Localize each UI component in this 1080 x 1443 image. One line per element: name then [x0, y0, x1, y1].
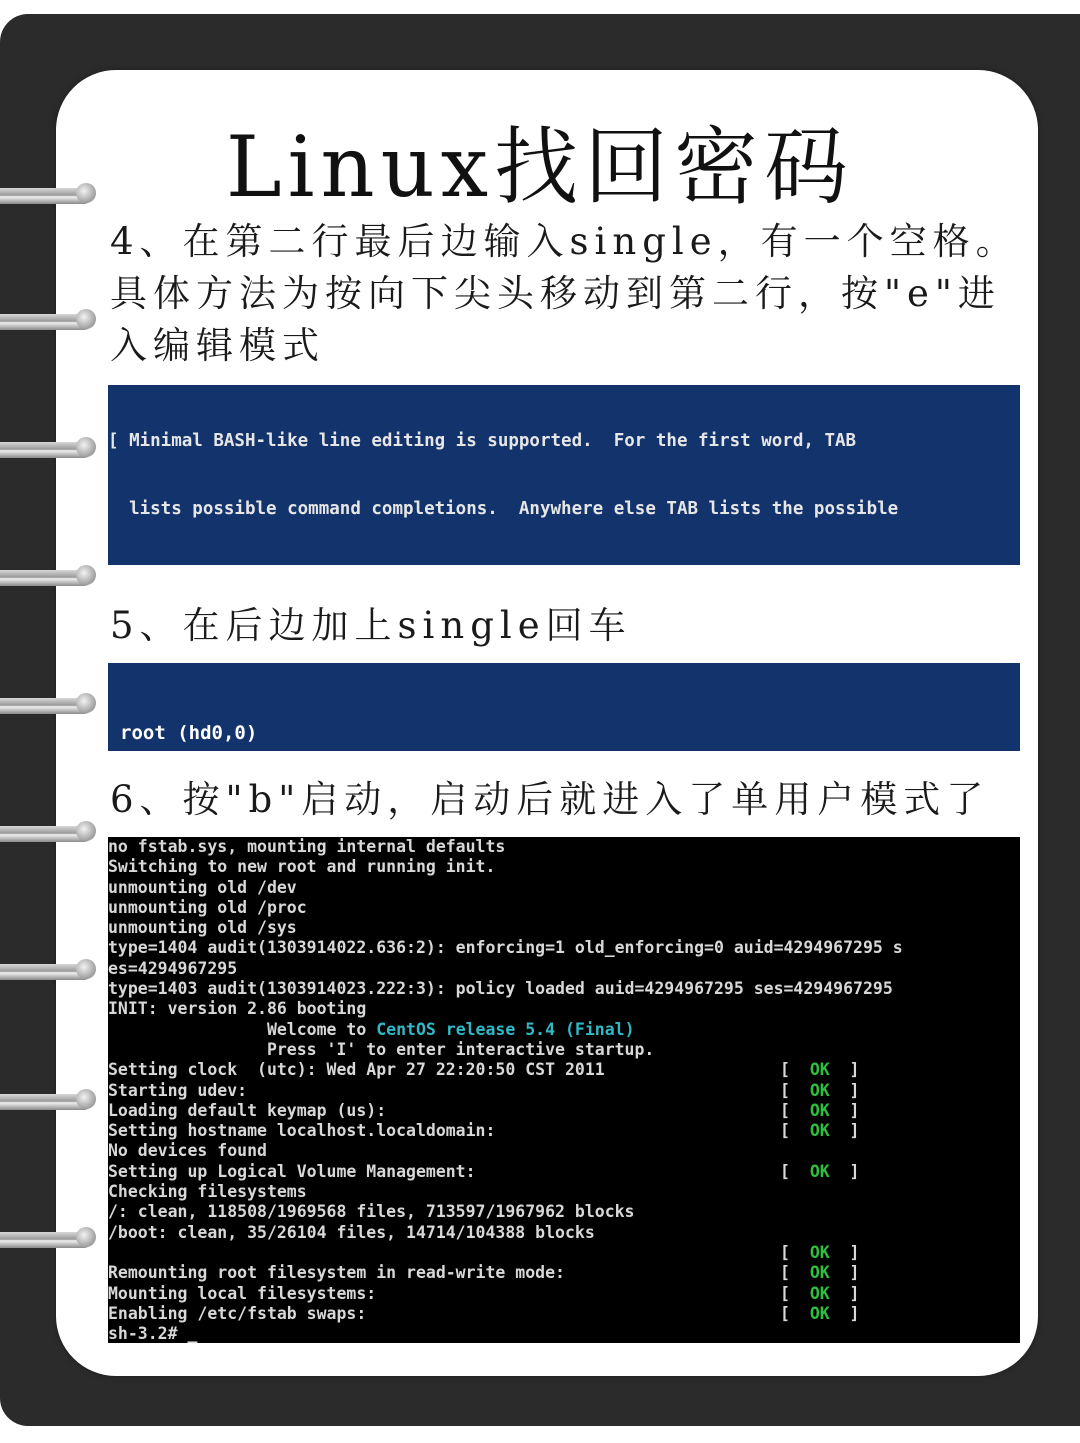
- status-bracket-close: ]: [829, 1303, 860, 1323]
- status-bracket-close: ]: [829, 1060, 860, 1080]
- boot-log-line: [108, 1263, 1020, 1283]
- binder-ring: [0, 826, 92, 842]
- status-ok-text: OK: [809, 1242, 830, 1262]
- status-bracket-open: [: [780, 1283, 810, 1303]
- binder-ring: [0, 570, 92, 586]
- step-4-line-2: 具体方法为按向下尖头移动到第二行，按"e"进: [110, 272, 1001, 315]
- boot-log-line: [108, 1223, 1020, 1243]
- boot-log-line: [108, 1020, 1020, 1040]
- status-ok-text: OK: [809, 1283, 830, 1303]
- step-4-line-1: 4、在第二行最后边输入single，有一个空格。: [110, 220, 1019, 263]
- boot-log-line: [108, 1040, 1020, 1060]
- step-4-text: [110, 216, 1030, 372]
- status-bracket-open: [: [780, 1100, 810, 1120]
- grub-menu-screenshot: [108, 663, 1020, 751]
- status-ok-text: OK: [809, 1100, 830, 1120]
- status-bracket-close: ]: [829, 1100, 860, 1120]
- binder-ring: [0, 1094, 92, 1110]
- page-title: Linux找回密码: [225, 118, 855, 216]
- ok-status-badge: [780, 1121, 860, 1141]
- ok-status-badge: [780, 1304, 860, 1324]
- boot-log-text: unmounting old /proc: [108, 897, 307, 917]
- status-bracket-close: ]: [829, 1161, 860, 1181]
- boot-log-line: [108, 878, 1020, 898]
- boot-log-text: Setting hostname localhost.localdomain:: [108, 1121, 496, 1141]
- step-6-text: 6、按"b"启动，启动后就进入了单用户模式了: [110, 778, 990, 821]
- status-ok-text: OK: [809, 1080, 830, 1100]
- centos-release-text: CentOS release 5.4 (Final): [376, 1019, 635, 1039]
- boot-log-text: Mounting local filesystems:: [108, 1283, 377, 1303]
- ok-status-badge: [780, 1060, 860, 1080]
- status-bracket-open: [: [780, 1161, 810, 1181]
- boot-log-text: No devices found: [108, 1141, 267, 1161]
- boot-log-line: [108, 837, 1020, 857]
- boot-log-text: sh-3.2# _: [108, 1324, 198, 1343]
- boot-log-text: /boot: clean, 35/26104 files, 14714/104388 blocks: [108, 1222, 595, 1242]
- boot-log-text: Remounting root filesystem in read-write mode:: [108, 1263, 565, 1283]
- ok-status-badge: [780, 1243, 860, 1263]
- status-ok-text: OK: [809, 1060, 830, 1080]
- status-bracket-open: [: [780, 1263, 810, 1283]
- terminal-line: lists possible command completions. Anywhere else TAB lists the possible: [108, 498, 899, 519]
- boot-log-text: unmounting old /sys: [108, 918, 297, 938]
- status-bracket-open: [: [780, 1060, 810, 1080]
- status-bracket-close: ]: [829, 1283, 860, 1303]
- ok-status-badge: [780, 1081, 860, 1101]
- status-ok-text: OK: [809, 1161, 830, 1181]
- binder-ring: [0, 698, 92, 714]
- boot-log-line: [108, 1060, 1020, 1080]
- boot-log-line: [108, 1324, 1020, 1343]
- boot-log-text: type=1404 audit(1303914022.636:2): enforcing=1 old_enforcing=0 auid=4294967295 s: [108, 938, 903, 958]
- status-ok-text: OK: [809, 1121, 830, 1141]
- boot-log-text: Loading default keymap (us):: [108, 1100, 387, 1120]
- status-bracket-open: [: [780, 1080, 810, 1100]
- boot-log-text: Press 'I' to enter interactive startup.: [108, 1039, 655, 1059]
- boot-log-line: [108, 857, 1020, 877]
- boot-log-line: [108, 1243, 1020, 1263]
- boot-log-line: [108, 1121, 1020, 1141]
- binder-ring: [0, 1232, 92, 1248]
- boot-log-line: [108, 999, 1020, 1019]
- step-4-line-3: 入编辑模式: [110, 324, 325, 367]
- boot-log-text: Setting clock (utc): Wed Apr 27 22:20:50 CST 2011: [108, 1060, 605, 1080]
- binder-ring: [0, 964, 92, 980]
- ok-status-badge: [780, 1284, 860, 1304]
- ok-status-badge: [780, 1162, 860, 1182]
- boot-log-text: INIT: version 2.86 booting: [108, 999, 367, 1019]
- boot-log-text: Setting up Logical Volume Management:: [108, 1161, 476, 1181]
- boot-log-line: [108, 959, 1020, 979]
- boot-log-line: [108, 898, 1020, 918]
- boot-log-text: no fstab.sys, mounting internal defaults: [108, 837, 506, 856]
- boot-log-text: unmounting old /dev: [108, 877, 297, 897]
- boot-log-screenshot: [108, 837, 1020, 1343]
- boot-log-line: [108, 918, 1020, 938]
- status-bracket-open: [: [780, 1121, 810, 1141]
- status-bracket-close: ]: [829, 1263, 860, 1283]
- boot-log-text: es=4294967295: [108, 958, 238, 978]
- boot-log-line: [108, 1141, 1020, 1161]
- status-bracket-open: [: [780, 1242, 810, 1262]
- binder-ring: [0, 314, 92, 330]
- boot-log-text: Enabling /etc/fstab swaps:: [108, 1303, 367, 1323]
- boot-log-line: [108, 1284, 1020, 1304]
- status-bracket-close: ]: [829, 1242, 860, 1262]
- ok-status-badge: [780, 1263, 860, 1283]
- boot-log-line: [108, 1101, 1020, 1121]
- boot-log-text: /: clean, 118508/1969568 files, 713597/1967962 blocks: [108, 1202, 635, 1222]
- boot-log-line: [108, 1162, 1020, 1182]
- terminal-line: [ Minimal BASH-like line editing is supported. For the first word, TAB: [108, 431, 857, 451]
- boot-log-line: [108, 979, 1020, 999]
- boot-log-text: Starting udev:: [108, 1080, 248, 1100]
- boot-log-line: [108, 1081, 1020, 1101]
- boot-log-line: [108, 1182, 1020, 1202]
- grub-entry-root: root (hd0,0): [120, 722, 258, 744]
- boot-log-line: [108, 1202, 1020, 1222]
- step-5-text: 5、在后边加上single回车: [110, 604, 632, 647]
- status-bracket-close: ]: [829, 1080, 860, 1100]
- status-bracket-close: ]: [829, 1121, 860, 1141]
- binder-ring: [0, 442, 92, 458]
- boot-log-line: [108, 1304, 1020, 1324]
- boot-log-text: type=1403 audit(1303914023.222:3): policy loaded auid=4294967295 ses=4294967295: [108, 979, 893, 999]
- grub-edit-screenshot: [108, 385, 1020, 565]
- ok-status-badge: [780, 1101, 860, 1121]
- boot-log-text: Checking filesystems: [108, 1182, 307, 1202]
- status-bracket-open: [: [780, 1303, 810, 1323]
- status-ok-text: OK: [809, 1263, 830, 1283]
- status-ok-text: OK: [809, 1303, 830, 1323]
- boot-log-text: Welcome to: [108, 1019, 377, 1039]
- boot-log-text: Switching to new root and running init.: [108, 857, 496, 877]
- boot-log-line: [108, 938, 1020, 958]
